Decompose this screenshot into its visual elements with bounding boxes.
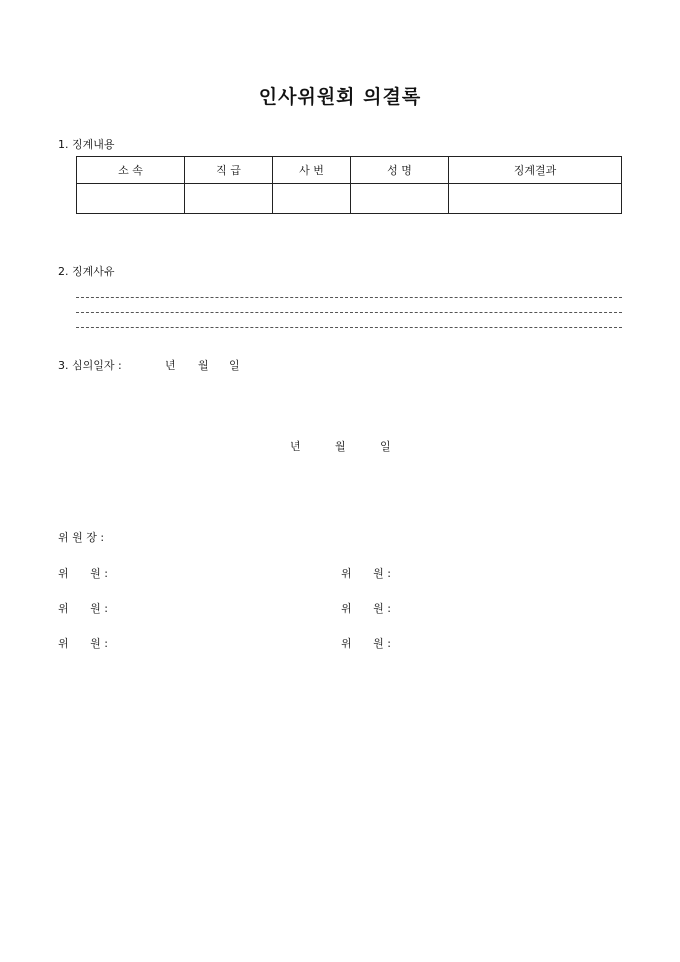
review-date-day: 일 — [229, 359, 240, 372]
member-signature-left-3 — [58, 635, 108, 651]
reason-line-2[interactable] — [76, 312, 622, 313]
member-signature-right-3 — [341, 635, 391, 651]
member-suffix: 원 : — [373, 602, 391, 615]
member-signature-right-1 — [341, 565, 391, 581]
header-discipline-result: 징계결과 — [449, 157, 622, 184]
header-employee-number: 사 번 — [273, 157, 351, 184]
signing-date-month: 월 — [335, 440, 346, 453]
member-prefix: 위 — [341, 567, 352, 580]
header-name: 성 명 — [351, 157, 449, 184]
signing-date-year: 년 — [290, 440, 301, 453]
member-prefix: 위 — [58, 567, 69, 580]
chair-signature-label: 위 원 장 : — [58, 531, 105, 544]
member-suffix: 원 : — [90, 602, 108, 615]
member-signature-right-2 — [341, 600, 391, 616]
cell-discipline-result[interactable] — [449, 184, 622, 214]
member-prefix: 위 — [58, 602, 69, 615]
page-title: 인사위원회 의결록 — [258, 86, 422, 108]
review-date-month: 월 — [198, 359, 209, 372]
reason-line-1[interactable] — [76, 297, 622, 298]
table-row — [77, 184, 622, 214]
header-affiliation: 소 속 — [77, 157, 185, 184]
table-header-row — [77, 157, 622, 184]
member-suffix: 원 : — [373, 637, 391, 650]
cell-name[interactable] — [351, 184, 449, 214]
cell-employee-number[interactable] — [273, 184, 351, 214]
member-prefix: 위 — [58, 637, 69, 650]
member-signature-left-2 — [58, 600, 108, 616]
member-suffix: 원 : — [90, 637, 108, 650]
discipline-table — [76, 156, 622, 214]
member-suffix: 원 : — [373, 567, 391, 580]
member-suffix: 원 : — [90, 567, 108, 580]
review-date-year: 년 — [165, 359, 176, 372]
section-discipline-content-label: 1. 징계내용 — [58, 138, 115, 151]
review-date-label: 3. 심의일자 : — [58, 359, 122, 372]
member-prefix: 위 — [341, 602, 352, 615]
cell-affiliation[interactable] — [77, 184, 185, 214]
signing-date-day: 일 — [380, 440, 391, 453]
member-prefix: 위 — [341, 637, 352, 650]
reason-line-3[interactable] — [76, 327, 622, 328]
cell-rank[interactable] — [185, 184, 273, 214]
member-signature-left-1 — [58, 565, 108, 581]
section-discipline-reason-label: 2. 징계사유 — [58, 265, 115, 278]
header-rank: 직 급 — [185, 157, 273, 184]
